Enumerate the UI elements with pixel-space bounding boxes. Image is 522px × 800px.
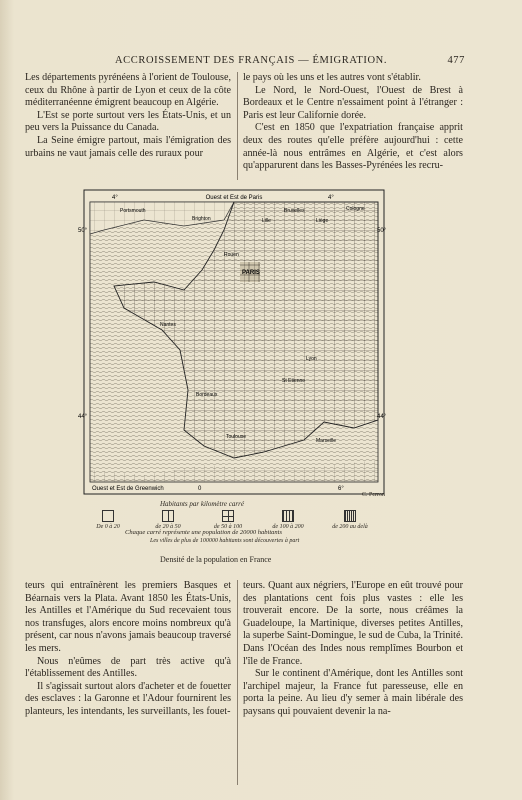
legend-swatch xyxy=(102,510,114,522)
city-label: Lille xyxy=(262,218,271,224)
paragraph: Le Nord, le Nord-Ouest, l'Ouest de Brest à Bordeaux et le Centre n'essaiment point à l'étranger : Paris est leur Californie dorée. xyxy=(243,84,463,121)
map-bottom-label: Ouest et Est de Greenwich xyxy=(92,486,164,492)
map-top-label: Ouest et Est de Paris xyxy=(205,195,263,201)
city-label: PARIS xyxy=(242,270,260,276)
legend-item xyxy=(320,510,380,530)
degree-label: 44° xyxy=(78,414,88,420)
legend-item xyxy=(258,510,318,530)
paragraph: teurs qui entraînèrent les premiers Basques et Béarnais vers la Plata. Avant 1850 les États-Unis, les Antilles et l'Amérique du Sud recevaient tous nos transfuges, alors encore moins nombreux qu'à présent, car nous n'avons jamais beaucoup traversé les mers. xyxy=(25,580,231,654)
city-label: Bruxelles xyxy=(284,208,305,214)
legend-note: Les villes de plus de 100000 habitants sont découvertes à part xyxy=(150,538,300,544)
degree-label: 50° xyxy=(377,228,387,234)
text-column-bottom-right xyxy=(243,580,463,719)
degree-label: 6° xyxy=(338,486,344,492)
legend-label: de 200 au delà xyxy=(332,524,368,530)
engraver-signature: C. Perron xyxy=(362,492,385,498)
paragraph: Sur le continent d'Amérique, dont les Antilles sont l'archipel majeur, la France fut paresseuse, elle en porta la peine. Au lieu d'y semer à main libérale des paysans qui pouvaient devenir la na- xyxy=(243,668,463,717)
legend-swatch xyxy=(282,510,294,522)
city-label: Liège xyxy=(316,218,329,224)
degree-label: 44° xyxy=(377,414,387,420)
legend-swatch xyxy=(344,510,356,522)
legend-item xyxy=(198,510,258,530)
legend-label: de 100 à 200 xyxy=(272,524,304,530)
column-divider xyxy=(237,580,238,785)
degree-label: 4° xyxy=(328,195,334,201)
city-label: St Etienne xyxy=(282,378,306,384)
page-number: 477 xyxy=(447,55,465,66)
city-label: Lyon xyxy=(306,356,317,362)
legend-title: Habitants par kilomètre carré xyxy=(160,500,244,508)
legend-swatch xyxy=(222,510,234,522)
text-column-top-right xyxy=(243,72,463,173)
legend-label: de 20 à 50 xyxy=(155,524,181,530)
figure-caption: Densité de la population en France xyxy=(160,555,272,564)
paragraph: Il s'agissait surtout alors d'acheter et de fouetter des esclaves : la Garonne et l'Adour fournirent les planteurs, les intendants, les surveillants, les fouet- xyxy=(25,680,231,717)
city-label: Cologne xyxy=(346,206,365,212)
column-divider xyxy=(237,72,238,180)
text-column-bottom-left xyxy=(25,580,231,719)
paragraph: La Seine émigre partout, mais l'émigration des urbains ne vaut jamais celle des ruraux pour xyxy=(25,134,231,159)
running-title: ACCROISSEMENT DES FRANÇAIS — ÉMIGRATION. xyxy=(115,55,388,66)
city-label: Brighton xyxy=(192,216,211,222)
paragraph: L'Est se porte surtout vers les États-Unis, et un peu vers la Puissance du Canada. xyxy=(25,109,231,134)
text-column-top-left xyxy=(25,72,231,160)
degree-label: 50° xyxy=(78,228,88,234)
city-label: Nantes xyxy=(160,322,176,328)
legend-note: Chaque carré représente une population de 20000 habitants xyxy=(125,529,283,536)
city-label: Rouen xyxy=(224,252,239,258)
legend-item xyxy=(138,510,198,530)
legend-label: De 0 à 20 xyxy=(96,524,120,530)
city-label: Bordeaux xyxy=(196,392,218,398)
degree-label: 4° xyxy=(112,195,118,201)
paragraph: C'est en 1850 que l'expatriation française apprit deux des routes qu'elle préfère aujourd'hui : cette année-là nous entrâmes en Algérie, et c'est alors qu'apparurent dans les Basses-Pyrénées les recru- xyxy=(243,122,463,172)
city-label: Marseille xyxy=(316,438,337,444)
degree-label: 0 xyxy=(198,486,202,492)
legend-item xyxy=(78,510,138,530)
paragraph: le pays où les uns et les autres vont s'établir. xyxy=(243,72,421,83)
paragraph: Nous n'eûmes de part très active qu'à l'établissement des Antilles. xyxy=(25,655,231,680)
paragraph: Les départements pyrénéens à l'orient de Toulouse, ceux du Rhône à partir de Lyon et ceux de la côte méditerranéenne émigrent beaucoup en Algérie. xyxy=(25,72,231,109)
paragraph: teurs. Quant aux négriers, l'Europe en eût trouvé pour des plantations cent fois plus vastes : elle les trouverait encore. De la sorte, nous créâmes la Guadeloupe, la Martinique, diverses petites Antilles, la superbe Saint-Domingue, le sud de Cuba, la Trinité. Dans l'Océan des Indes nous remplîmes Bourbon et l'île de France. xyxy=(243,580,463,667)
city-label: Portsmouth xyxy=(120,208,146,214)
legend-swatch xyxy=(162,510,174,522)
city-label: Toulouse xyxy=(226,434,247,440)
legend-label: de 50 à 100 xyxy=(213,524,243,530)
population-density-map xyxy=(78,190,387,494)
